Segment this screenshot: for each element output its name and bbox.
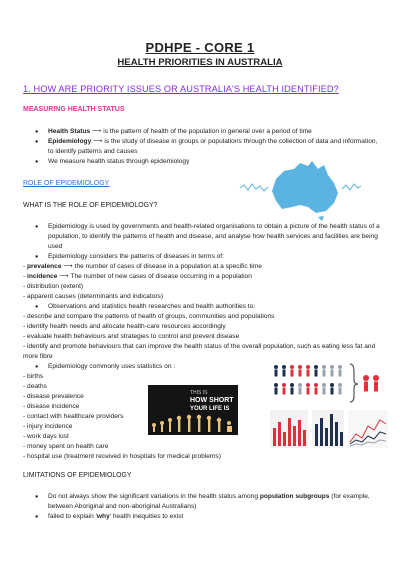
pattern-causes: - apparent causes (determinants and indicators) <box>23 293 164 300</box>
life-span-image <box>148 385 238 435</box>
obs-line: - describe and compare the patterns of health of groups, communities and populations <box>23 313 275 320</box>
svg-text:YOUR LIFE IS: YOUR LIFE IS <box>190 406 230 412</box>
role-bullet-2: ● Epidemiology considers the patterns of diseases in terms of: <box>48 252 383 262</box>
obs-line: - identify and promote behaviours that can improve the health status of the overall population, such as eating less fat and more fibre <box>23 343 376 360</box>
stats-line: - deaths <box>23 383 47 390</box>
svg-text:THIS IS: THIS IS <box>190 390 208 396</box>
stats-line: - money spent on health care <box>23 443 109 450</box>
limitations-heading: LIMITATIONS OF EPIDEMIOLOGY <box>23 472 132 479</box>
stats-line: - disease prevalence <box>23 393 84 400</box>
pattern-distribution: - distribution (extent) <box>23 283 84 290</box>
page-title: PDHPE - CORE 1 <box>145 40 255 55</box>
pattern-prevalence: - prevalence ⟶ the number of cases of disease in a population at a specific time <box>23 263 262 270</box>
bullet-measure: ● We measure health status through epidemiology <box>48 157 383 167</box>
stats-line: - hospital use (treatment received in hospitals for medical problems) <box>23 453 221 460</box>
page-subtitle: HEALTH PRIORITIES IN AUSTRALIA <box>117 57 283 68</box>
bullet-health-status: ● Health Status ⟶ is the pattern of health of the population in general over a period of time <box>48 127 383 137</box>
svg-text:HOW SHORT: HOW SHORT <box>190 397 234 404</box>
role-heading-link[interactable]: ROLE OF EPIDEMIOLOGY <box>23 180 110 187</box>
pattern-incidence: - incidence ⟶ The number of new cases of disease occurring in a population <box>23 273 252 280</box>
statistics-infographic-image <box>270 362 388 450</box>
what-heading: WHAT IS THE ROLE OF EPIDEMIOLOGY? <box>23 202 158 209</box>
limitation-bullet-1: ● Do not always show the significant variations in the health status among population subgroups (for example, between Aboriginal and non-aboriginal Australians) <box>48 492 383 512</box>
obs-line: - identify health needs and allocate health-care resources accordingly <box>23 323 226 330</box>
measuring-heading: MEASURING HEALTH STATUS <box>23 106 125 113</box>
stats-line: - work days lost <box>23 433 69 440</box>
stats-bullet: ● Epidemiology commonly uses statistics on : <box>48 362 248 372</box>
section-heading: 1. HOW ARE PRIORITY ISSUES OR AUSTRALIA'S HEALTH IDENTIFIED? <box>23 84 339 94</box>
limitation-bullet-2: ● failed to explain 'why' health inequities to exist <box>48 512 383 522</box>
bullet-epidemiology: ● Epidemiology ⟶ is the study of disease in groups or populations through the collection of data and information, to identify patterns and causes <box>48 137 383 157</box>
role-bullet-1: ● Epidemiology is used by governments and health-related organisations to obtain a picture of the health status of a population, to identify the patterns of health and disease, and analyse how health services and facilities are being used <box>48 222 383 252</box>
observations-bullet: ● Observations and statistics health researches and health authorities to: <box>48 302 383 312</box>
stats-line: - injury incidence <box>23 423 73 430</box>
stats-line: - births <box>23 373 44 380</box>
stats-line: - contact with healthcare providers <box>23 413 124 420</box>
australia-map-image <box>238 157 362 223</box>
stats-line: - disease incidence <box>23 403 80 410</box>
obs-line: - evaluate health behaviours and strategies to control and prevent disease <box>23 333 240 340</box>
